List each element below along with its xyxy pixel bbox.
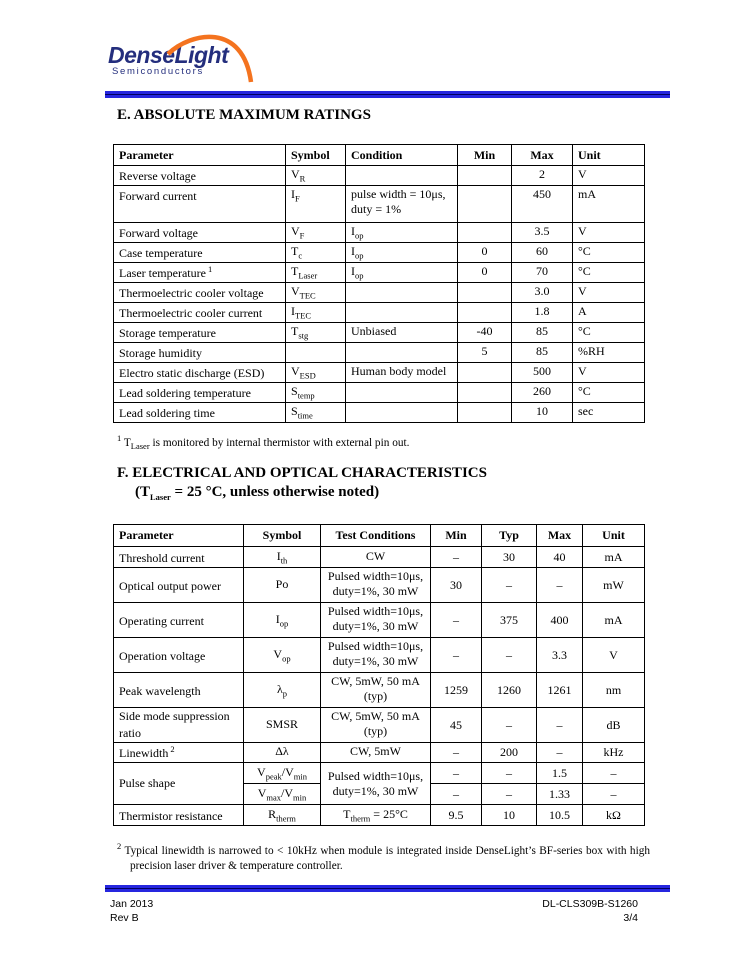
table-row bbox=[114, 166, 645, 186]
max-cell: 500 bbox=[512, 363, 573, 383]
divider-top bbox=[105, 91, 670, 98]
unit-cell: V bbox=[573, 223, 645, 243]
param-cell: Pulse shape bbox=[114, 763, 244, 805]
param-cell: Linewidth $^2$ bbox=[114, 743, 244, 763]
footnote-2: $^2$ Typical linewidth is narrowed to < 10kHz when module is integrated inside DenseLight’s BF-series box with high precision laser driver & temperature controller. bbox=[117, 841, 650, 873]
min-cell bbox=[458, 223, 512, 243]
condition-cell: Pulsed width=10μs, duty=1%, 30 mW bbox=[321, 638, 431, 673]
param-cell: Lead soldering time bbox=[114, 403, 286, 423]
col-header: Symbol bbox=[244, 525, 321, 547]
min-cell: 30 bbox=[431, 568, 482, 603]
max-cell: – bbox=[537, 743, 583, 763]
logo-tagline: Semiconductors bbox=[112, 66, 204, 77]
min-cell: – bbox=[431, 603, 482, 638]
param-cell: Operation voltage bbox=[114, 638, 244, 673]
col-header: Typ bbox=[482, 525, 537, 547]
param-cell: Laser temperature $^1$ bbox=[114, 263, 286, 283]
min-cell: – bbox=[431, 638, 482, 673]
col-header: Parameter bbox=[114, 145, 286, 166]
unit-cell: °C bbox=[573, 243, 645, 263]
table-row bbox=[114, 343, 645, 363]
section-f-title-line: F. ELECTRICAL AND OPTICAL CHARACTERISTICS bbox=[117, 465, 487, 481]
condition-cell bbox=[346, 343, 458, 363]
typ-cell: – bbox=[482, 638, 537, 673]
col-header: Symbol bbox=[286, 145, 346, 166]
condition-cell bbox=[346, 383, 458, 403]
condition-cell: $I_{op}$ bbox=[346, 263, 458, 283]
symbol-cell: $S_{time}$ bbox=[286, 403, 346, 423]
table-row bbox=[114, 638, 645, 673]
unit-cell: °C bbox=[573, 323, 645, 343]
col-header: Max bbox=[512, 145, 573, 166]
condition-cell: Pulsed width=10μs, duty=1%, 30 mW bbox=[321, 568, 431, 603]
table-row bbox=[114, 383, 645, 403]
col-header: Test Conditions bbox=[321, 525, 431, 547]
table-header-row bbox=[114, 145, 645, 166]
footer-date: Jan 2013 bbox=[110, 898, 154, 910]
unit-cell: mA bbox=[573, 186, 645, 223]
table-row bbox=[114, 403, 645, 423]
condition-cell: CW bbox=[321, 547, 431, 568]
min-cell bbox=[458, 283, 512, 303]
param-cell: Side mode suppression ratio bbox=[114, 708, 244, 743]
param-cell: Reverse voltage bbox=[114, 166, 286, 186]
table-row bbox=[114, 323, 645, 343]
table-row bbox=[114, 223, 645, 243]
symbol-cell: $V_{peak}/V_{min}$ bbox=[244, 763, 321, 784]
param-cell: Lead soldering temperature bbox=[114, 383, 286, 403]
max-cell: 3.3 bbox=[537, 638, 583, 673]
min-cell: – bbox=[431, 784, 482, 805]
symbol-cell: SMSR bbox=[244, 708, 321, 743]
param-cell: Thermistor resistance bbox=[114, 805, 244, 826]
table-row bbox=[114, 603, 645, 638]
unit-cell: kΩ bbox=[583, 805, 645, 826]
max-cell: 3.5 bbox=[512, 223, 573, 243]
condition-cell: CW, 5mW, 50 mA (typ) bbox=[321, 708, 431, 743]
param-cell: Storage humidity bbox=[114, 343, 286, 363]
condition-cell: CW, 5mW, 50 mA (typ) bbox=[321, 673, 431, 708]
symbol-cell: $I_{th}$ bbox=[244, 547, 321, 568]
param-cell: Thermoelectric cooler voltage bbox=[114, 283, 286, 303]
table-row bbox=[114, 547, 645, 568]
max-cell: – bbox=[537, 568, 583, 603]
max-cell: 85 bbox=[512, 323, 573, 343]
footer-left bbox=[110, 897, 153, 925]
unit-cell: – bbox=[583, 763, 645, 784]
typ-cell: – bbox=[482, 708, 537, 743]
max-cell: 1.5 bbox=[537, 763, 583, 784]
col-header: Unit bbox=[573, 145, 645, 166]
col-header: Min bbox=[431, 525, 482, 547]
symbol-cell: $T_{stg}$ bbox=[286, 323, 346, 343]
min-cell: -40 bbox=[458, 323, 512, 343]
table-row bbox=[114, 708, 645, 743]
unit-cell: – bbox=[583, 784, 645, 805]
condition-cell: pulse width = 10μs, duty = 1% bbox=[346, 186, 458, 223]
symbol-cell: $R_{therm}$ bbox=[244, 805, 321, 826]
unit-cell: A bbox=[573, 303, 645, 323]
typ-cell: 200 bbox=[482, 743, 537, 763]
table-row bbox=[114, 568, 645, 603]
unit-cell: V bbox=[583, 638, 645, 673]
min-cell: – bbox=[431, 763, 482, 784]
param-cell: Storage temperature bbox=[114, 323, 286, 343]
symbol-cell: $V_{max}/V_{min}$ bbox=[244, 784, 321, 805]
section-e-title: E. ABSOLUTE MAXIMUM RATINGS bbox=[117, 107, 371, 123]
symbol-cell: $V_R$ bbox=[286, 166, 346, 186]
col-header: Min bbox=[458, 145, 512, 166]
col-header: Condition bbox=[346, 145, 458, 166]
condition-cell: $I_{op}$ bbox=[346, 243, 458, 263]
table-row bbox=[114, 263, 645, 283]
condition-cell bbox=[346, 283, 458, 303]
symbol-cell: $V_F$ bbox=[286, 223, 346, 243]
condition-cell bbox=[346, 403, 458, 423]
unit-cell: °C bbox=[573, 263, 645, 283]
typ-cell: – bbox=[482, 568, 537, 603]
param-cell: Optical output power bbox=[114, 568, 244, 603]
max-cell: 3.0 bbox=[512, 283, 573, 303]
condition-cell: Pulsed width=10μs, duty=1%, 30 mW bbox=[321, 603, 431, 638]
unit-cell: mA bbox=[583, 603, 645, 638]
param-cell: Thermoelectric cooler current bbox=[114, 303, 286, 323]
condition-cell bbox=[346, 166, 458, 186]
divider-bottom bbox=[105, 885, 670, 892]
table-row bbox=[114, 303, 645, 323]
symbol-cell: $T_c$ bbox=[286, 243, 346, 263]
min-cell bbox=[458, 403, 512, 423]
unit-cell: mA bbox=[583, 547, 645, 568]
typ-cell: 10 bbox=[482, 805, 537, 826]
symbol-cell: $T_{Laser}$ bbox=[286, 263, 346, 283]
symbol-cell: Po bbox=[244, 568, 321, 603]
unit-cell: nm bbox=[583, 673, 645, 708]
min-cell: 45 bbox=[431, 708, 482, 743]
condition-cell: Human body model bbox=[346, 363, 458, 383]
symbol-cell: $I_{TEC}$ bbox=[286, 303, 346, 323]
unit-cell: sec bbox=[573, 403, 645, 423]
unit-cell: %RH bbox=[573, 343, 645, 363]
unit-cell: V bbox=[573, 283, 645, 303]
max-cell: 10 bbox=[512, 403, 573, 423]
col-header: Unit bbox=[583, 525, 645, 547]
table-row bbox=[114, 805, 645, 826]
condition-cell bbox=[346, 303, 458, 323]
condition-cell: Unbiased bbox=[346, 323, 458, 343]
param-cell: Electro static discharge (ESD) bbox=[114, 363, 286, 383]
max-cell: 85 bbox=[512, 343, 573, 363]
param-cell: Case temperature bbox=[114, 243, 286, 263]
symbol-cell: $S_{temp}$ bbox=[286, 383, 346, 403]
min-cell bbox=[458, 383, 512, 403]
electrical-optical-characteristics-table bbox=[113, 524, 645, 826]
col-header: Parameter bbox=[114, 525, 244, 547]
footer-page-number: 3/4 bbox=[623, 912, 638, 925]
symbol-cell: $I_F$ bbox=[286, 186, 346, 223]
max-cell: 70 bbox=[512, 263, 573, 283]
max-cell: – bbox=[537, 708, 583, 743]
table-row bbox=[114, 743, 645, 763]
footnote-1: $^1$ $T_{Laser}$ is monitored by internal thermistor with external pin out. bbox=[117, 433, 410, 452]
min-cell: – bbox=[431, 743, 482, 763]
table-header-row bbox=[114, 525, 645, 547]
table-row bbox=[114, 763, 645, 784]
condition-cell: Pulsed width=10μs, duty=1%, 30 mW bbox=[321, 763, 431, 805]
min-cell bbox=[458, 186, 512, 223]
unit-cell: mW bbox=[583, 568, 645, 603]
footer-right bbox=[542, 897, 638, 925]
max-cell: 1.8 bbox=[512, 303, 573, 323]
max-cell: 260 bbox=[512, 383, 573, 403]
symbol-cell: $I_{op}$ bbox=[244, 603, 321, 638]
section-f-title bbox=[117, 464, 487, 502]
footer-revision: Rev B bbox=[110, 912, 139, 925]
max-cell: 2 bbox=[512, 166, 573, 186]
condition-cell: $I_{op}$ bbox=[346, 223, 458, 243]
max-cell: 450 bbox=[512, 186, 573, 223]
param-cell: Threshold current bbox=[114, 547, 244, 568]
max-cell: 60 bbox=[512, 243, 573, 263]
condition-cell: CW, 5mW bbox=[321, 743, 431, 763]
unit-cell: V bbox=[573, 363, 645, 383]
table-row bbox=[114, 363, 645, 383]
max-cell: 40 bbox=[537, 547, 583, 568]
param-cell: Peak wavelength bbox=[114, 673, 244, 708]
typ-cell: 30 bbox=[482, 547, 537, 568]
param-cell: Forward voltage bbox=[114, 223, 286, 243]
symbol-cell: $V_{ESD}$ bbox=[286, 363, 346, 383]
min-cell bbox=[458, 303, 512, 323]
table-row bbox=[114, 673, 645, 708]
max-cell: 10.5 bbox=[537, 805, 583, 826]
max-cell: 400 bbox=[537, 603, 583, 638]
min-cell: 0 bbox=[458, 263, 512, 283]
min-cell: 0 bbox=[458, 243, 512, 263]
logo-brand: DenseLight bbox=[108, 42, 229, 68]
typ-cell: – bbox=[482, 763, 537, 784]
logo bbox=[108, 42, 288, 94]
col-header: Max bbox=[537, 525, 583, 547]
param-cell: Operating current bbox=[114, 603, 244, 638]
min-cell bbox=[458, 166, 512, 186]
symbol-cell: $V_{op}$ bbox=[244, 638, 321, 673]
param-cell: Forward current bbox=[114, 186, 286, 223]
max-cell: 1.33 bbox=[537, 784, 583, 805]
typ-cell: – bbox=[482, 784, 537, 805]
page-footer bbox=[110, 897, 638, 925]
min-cell: 9.5 bbox=[431, 805, 482, 826]
table-row bbox=[114, 186, 645, 223]
condition-cell: $T_{therm} = 25^\circ C$ bbox=[321, 805, 431, 826]
min-cell: 1259 bbox=[431, 673, 482, 708]
symbol-cell: Δλ bbox=[244, 743, 321, 763]
symbol-cell: $\lambda_p$ bbox=[244, 673, 321, 708]
unit-cell: °C bbox=[573, 383, 645, 403]
unit-cell: kHz bbox=[583, 743, 645, 763]
min-cell: 5 bbox=[458, 343, 512, 363]
typ-cell: 1260 bbox=[482, 673, 537, 708]
footer-doc-number: DL-CLS309B-S1260 bbox=[542, 898, 638, 910]
table-row bbox=[114, 243, 645, 263]
max-cell: 1261 bbox=[537, 673, 583, 708]
table-row bbox=[114, 283, 645, 303]
unit-cell: V bbox=[573, 166, 645, 186]
unit-cell: dB bbox=[583, 708, 645, 743]
min-cell bbox=[458, 363, 512, 383]
typ-cell: 375 bbox=[482, 603, 537, 638]
absolute-maximum-ratings-table bbox=[113, 144, 645, 423]
section-f-subtitle: ($T_{Laser} = 25$ °C, unless otherwise noted) bbox=[135, 483, 380, 502]
min-cell: – bbox=[431, 547, 482, 568]
symbol-cell bbox=[286, 343, 346, 363]
symbol-cell: $V_{TEC}$ bbox=[286, 283, 346, 303]
